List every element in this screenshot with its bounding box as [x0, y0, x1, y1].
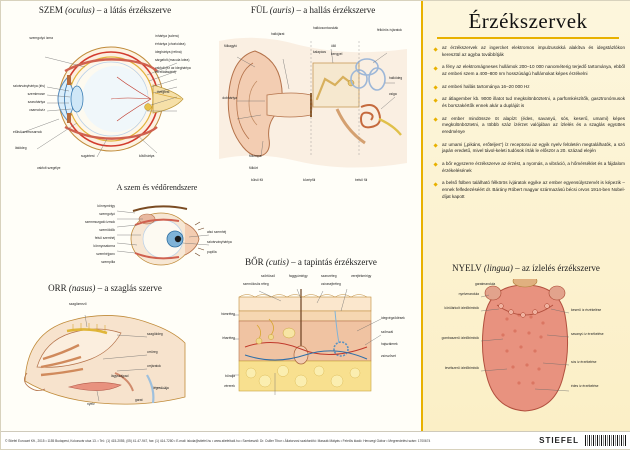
eye-label-14: vakfolt szegélye	[37, 166, 61, 170]
skin-label-3: szaruréteg	[321, 274, 337, 278]
skin-label-7: irharéteg	[221, 336, 235, 340]
list-item: az érzékszervek az ingercket elektromos impulzusokká alakítva és idegstázlókon keresztül az agyba továbbítják	[433, 45, 625, 58]
ear-label-12: külső fül	[251, 178, 264, 182]
footer-copyright: © Stiefel Eurocart Kft., 2015 • 1155 Budapest, Kolozsvár utca 13. • Tel.: (1) 415-2055, (05) 41-47-947, fax: (1) 414-7280 • E-mail: iskola@stiefel.hu • www.stiefeltudi.hu • Szerkesztő: Dr. Csiller Tibor • Állatorvosi szakfordító: Maszák Mátyás • Felelős kiadó: Herczegi Gábor • Megrendelési szám: 1700674	[5, 438, 431, 443]
ear-label-14: belső fül	[355, 178, 368, 182]
skin-label-5: verejtékmirigy	[351, 274, 372, 278]
tongue-label-2: gombaszerű ízlelőbimbók	[441, 336, 479, 340]
eye-label-9: csarnokvíz	[29, 108, 45, 112]
eye-protection-label-1: szemgolyó	[99, 212, 115, 216]
panel-skin-title-lat: (cutis)	[265, 257, 289, 267]
panel-tongue-title-lat: (lingua)	[483, 263, 513, 273]
tongue-label-3: levélszerű ízlelőbimbók	[444, 366, 479, 370]
text-column	[421, 1, 630, 433]
skin-label-10: idegvégződések	[381, 316, 405, 320]
eye-label-13: sugártest	[81, 154, 95, 158]
ear-label-11: fülkürt	[249, 166, 258, 170]
skin-label-9: vérerek	[224, 384, 235, 388]
ear-label-3: fülcimpa	[249, 154, 262, 158]
eye-protection-label-5: könnycsatorna	[93, 244, 115, 248]
panel-skin-title-hu: BŐR	[245, 257, 264, 267]
tongue-label-5: savanyú íz érzékelése	[571, 332, 604, 336]
nose-label-6: légcső útja	[153, 386, 169, 390]
list-item: a belső fülben található félkörös ívjáratok egyike az ember egyensúlyszervét is képezik – ennek felfedezéséért dr. Bárány Róbert magyar származású bécsi orvos 1914-ben Nobel-díjat kapott	[433, 180, 625, 200]
nose-illustration	[7, 301, 203, 411]
skin-label-6: hámréteg	[221, 312, 235, 316]
panel-ear-title-lat: (auris)	[269, 5, 295, 15]
tongue-label-1: körülárkolt ízlelőbimbók	[444, 306, 479, 310]
page-title: Érzékszervek	[468, 9, 588, 33]
panel-eye-protection-title: A szem és védőrendszere	[116, 183, 198, 192]
panel-nose	[7, 283, 203, 413]
panel-ear-title-tail: – a hallás érzékszerve	[296, 5, 376, 15]
eye-protection-label-7: szempilla	[101, 260, 115, 264]
tongue-label-7: édes íz érzékelése	[571, 384, 599, 388]
skin-label-0: szőrtüsző	[261, 274, 276, 278]
eye-protection-label-6: szemhéjporc	[96, 252, 115, 256]
panel-ear-title-hu: FÜL	[250, 5, 268, 15]
barcode-icon	[585, 435, 627, 446]
nose-label-2: orrüreg	[147, 350, 158, 354]
panel-nose-title	[7, 283, 203, 293]
ear-label-6: üllő	[331, 44, 337, 48]
list-item: a fény az elektromágneses hullámok 200–10 000 nanométerig terjedő tartománya, ebből az emberi szem a 400–800 nm hosszúságú hullámokat képes érzékelni	[433, 64, 625, 77]
stiefel-logo: STIEFEL	[539, 436, 579, 445]
nose-label-1: szaglóideg	[147, 332, 163, 336]
eye-label-8: szaruhártya	[27, 100, 45, 104]
skin-label-1: faggyúmirigy	[289, 274, 308, 278]
nose-label-3: orrjáratok	[147, 364, 161, 368]
skin-label-4: csírasejtréteg	[321, 282, 341, 286]
tongue-label-6: sós íz érzékelése	[571, 360, 597, 364]
list-item: az átlagember kb. 9000 illatot tud megkülönböztetni, a parfümkészítők, gasztronómusok és borszakértők ennek akár a duplájút is	[433, 96, 625, 109]
ear-label-9: hallóideg	[389, 76, 403, 80]
tongue-label-4: keserű íz érzékelése	[571, 308, 602, 312]
panel-skin-title	[205, 257, 417, 267]
eye-protection-label-4: felső szemhéj	[94, 236, 115, 240]
panel-ear	[209, 5, 417, 183]
list-item: a bőr egyszerre érzékszerve az érzést, a nyomás, a vibráció, a hőmérséklet és a fájdalom érzékelésének	[433, 161, 625, 174]
skin-label-12: hajszálerek	[381, 342, 398, 346]
eye-label-2: érhártya (chorioidea)	[155, 42, 186, 46]
panel-tongue-title-hu: NYELV	[452, 263, 482, 273]
skin-label-8: bőralja	[225, 374, 235, 378]
eye-label-6: szivárványhártya (iris)	[12, 84, 45, 88]
eye-label-11: látóideg	[15, 146, 27, 150]
tongue-illustration	[419, 279, 630, 417]
ear-label-10: csiga	[389, 92, 397, 96]
ear-illustration	[209, 23, 417, 179]
list-item: az emberi hallás tartománya 16–20 000 Hz	[433, 84, 625, 91]
panel-tongue-title-tail: – az ízlelés érzékszerve	[515, 263, 600, 273]
skin-label-13: zsírszövet	[381, 354, 396, 358]
eye-label-4: sárgafolt (macula lutea)	[155, 58, 190, 62]
panel-skin	[205, 257, 417, 415]
eye-label-7: szemlencse	[27, 92, 45, 96]
ear-label-0: fülkagyló	[223, 44, 237, 48]
tongue-label-8: garatmandula	[475, 282, 496, 286]
eye-protection-label-2: szemmozgató izmok	[84, 220, 115, 224]
footer	[1, 431, 630, 449]
eye-label-10: üvegtest	[157, 90, 170, 94]
ear-label-8: félkörös ívjáratok	[377, 28, 402, 32]
ear-label-7: kengyel	[331, 52, 343, 56]
panel-tongue	[419, 263, 630, 423]
eye-label-1: ínhártya (sclera)	[155, 34, 179, 38]
panel-skin-title-tail: – a tapintás érzékszerve	[291, 257, 377, 267]
eye-label-12: elülső szemcsarnok	[13, 130, 42, 134]
ear-label-2: dobhártya	[222, 96, 237, 100]
eye-label-3: ideghártya (retina)	[155, 50, 182, 54]
eye-protection-label-3: szemöldök	[99, 228, 115, 232]
list-item: az ember mindössze öt alapízt (édes, savanyú, sós, keserű, umami) képes megkülönböztetni, a többb száz ízérzet valójában az ízlelés és a szaglás együttes eredménye	[433, 116, 625, 136]
ear-label-4: hallócsontocskák	[313, 26, 339, 30]
nose-label-5: nyelv	[87, 402, 95, 406]
eye-protection-label-8: alsó szemhéj	[207, 230, 227, 234]
eye-protection-label-0: könnymirigy	[97, 204, 115, 208]
panel-tongue-title	[419, 263, 630, 273]
panel-nose-title-hu: ORR	[48, 283, 67, 293]
ear-label-1: hallójárat	[271, 32, 285, 36]
panel-eye-title-lat: (oculus)	[65, 5, 95, 15]
panel-eye-title-hu: SZEM	[38, 5, 63, 15]
bullet-list	[433, 45, 625, 206]
eye-label-15: kötőhártya	[139, 154, 155, 158]
panel-eye-title	[7, 5, 203, 15]
title-rule	[437, 37, 619, 39]
eye-protection-label-9: szivárványhártya	[207, 240, 232, 244]
nose-label-0: szaglómező	[69, 302, 87, 306]
eye-protection-label-10: pupilla	[207, 250, 217, 254]
nose-label-7: garat	[135, 398, 143, 402]
diagram-area	[1, 1, 421, 433]
panel-ear-title	[209, 5, 417, 15]
eye-label-0: szemgolyó izma	[29, 36, 53, 40]
skin-label-11: szőrszál	[381, 330, 394, 334]
tongue-label-0: nyelvmandula	[458, 292, 479, 296]
ear-label-13: középfül	[303, 178, 316, 182]
ear-label-5: kalapács	[313, 50, 327, 54]
eye-label-5: vakfolt (ez az ideghártya vérellátásáért)	[155, 66, 191, 74]
skin-label-2: szemölcsös réteg	[243, 282, 269, 286]
panel-nose-title-tail: – a szaglás szerve	[97, 283, 162, 293]
panel-eye-title-tail: – a látás érzékszerve	[96, 5, 172, 15]
list-item: az umami („pikáns, erőteljes”) íz receptorai az egyik nyelv felületén megtalálhatók, a szó japán eredetű, mivel távol-keleti tudósok írták le először a 20. század elején	[433, 142, 625, 155]
nose-label-4: lágyszájpad	[111, 374, 129, 378]
panel-eye	[7, 5, 203, 177]
panel-nose-title-lat: (nasus)	[68, 283, 96, 293]
